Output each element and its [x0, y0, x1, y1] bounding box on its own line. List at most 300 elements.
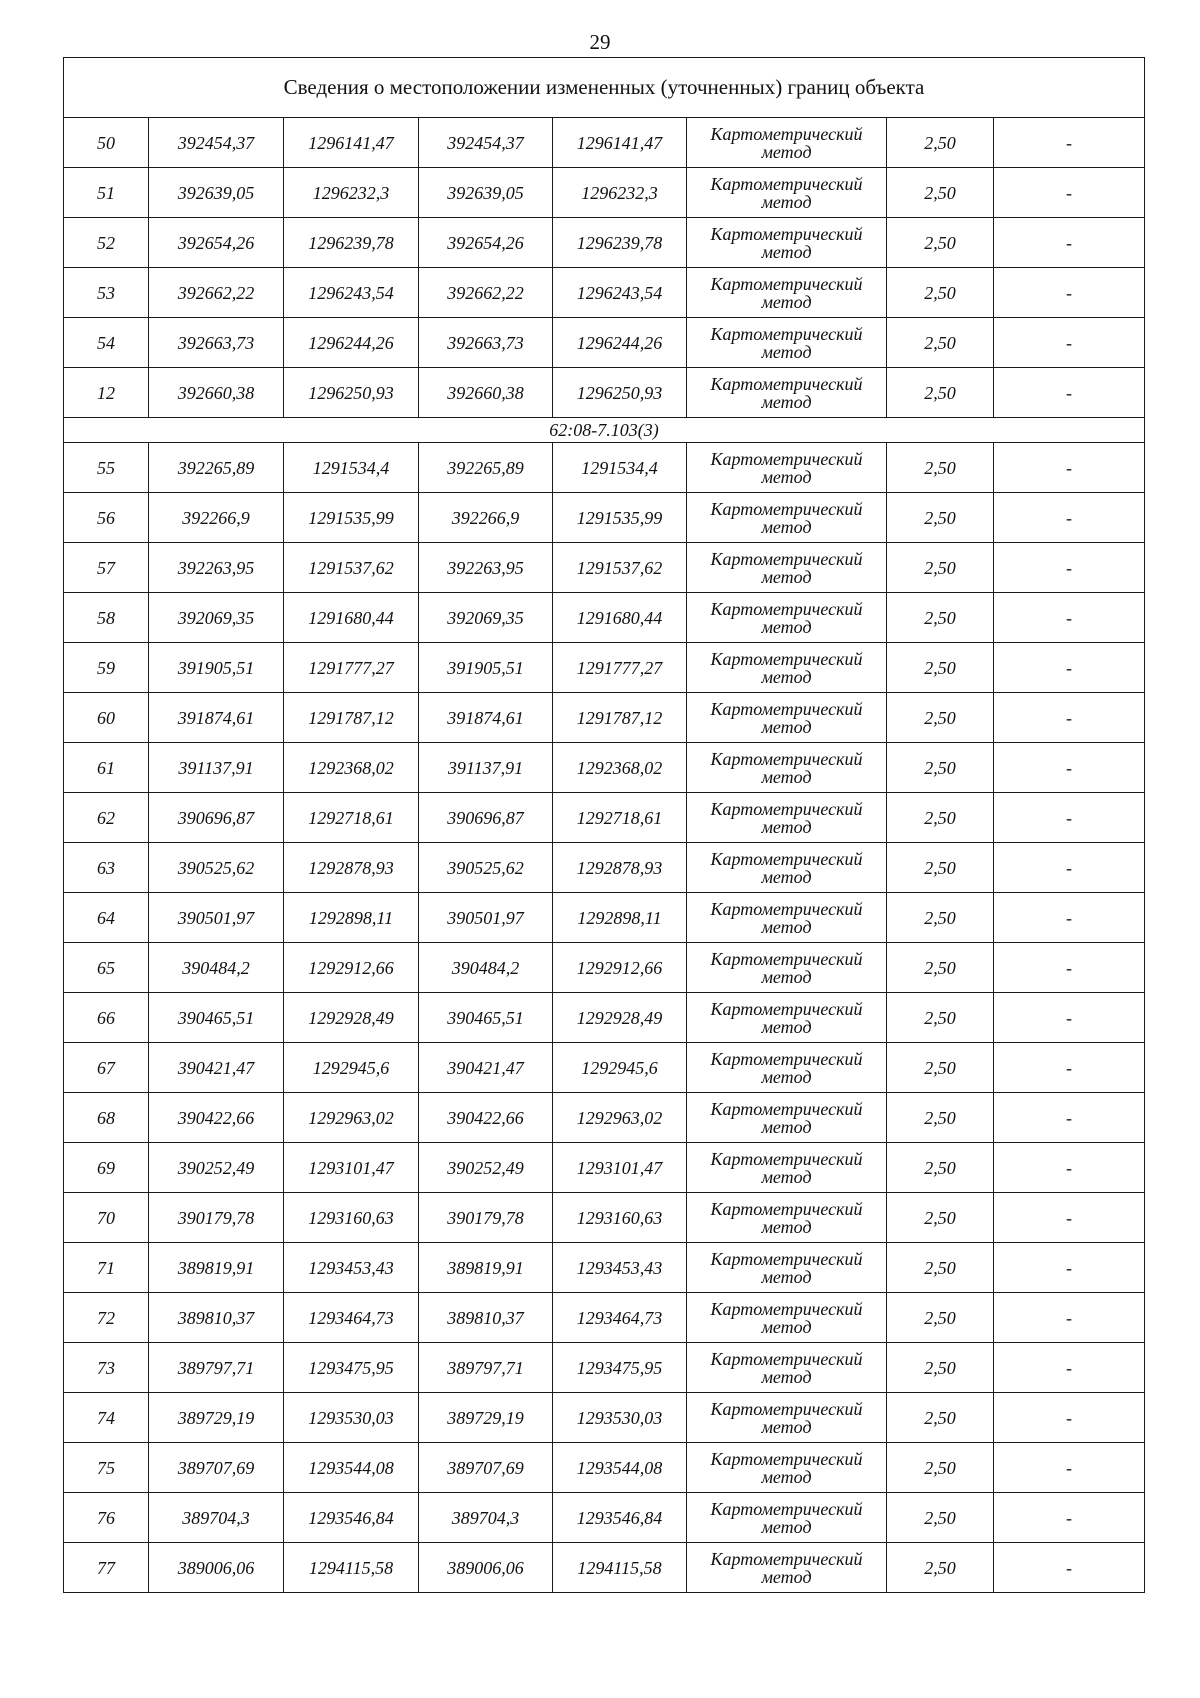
- method-line-1: Картометрический: [710, 1198, 863, 1219]
- precision-cell: 2,50: [887, 1143, 994, 1193]
- description-cell: -: [994, 1443, 1145, 1493]
- table-body: [64, 58, 1145, 1593]
- method-cell: [687, 743, 887, 793]
- method-line-1: Картометрический: [710, 1348, 863, 1369]
- method-line-2: метод: [761, 1266, 812, 1287]
- y-refined-cell: 1291680,44: [553, 593, 687, 643]
- method-cell: [687, 443, 887, 493]
- point-number-cell: 70: [64, 1193, 149, 1243]
- point-number-cell: 75: [64, 1443, 149, 1493]
- method-line-1: Картометрический: [710, 373, 863, 394]
- y-existing-cell: 1293530,03: [284, 1393, 419, 1443]
- x-existing-cell: 390422,66: [149, 1093, 284, 1143]
- method-line-2: метод: [761, 1116, 812, 1137]
- table-row: [64, 1443, 1145, 1493]
- table-row: [64, 118, 1145, 168]
- x-existing-cell: 391137,91: [149, 743, 284, 793]
- method-cell: [687, 368, 887, 418]
- table-title-row: [64, 58, 1145, 118]
- x-refined-cell: 390252,49: [419, 1143, 553, 1193]
- method-line-1: Картометрический: [710, 1498, 863, 1519]
- x-existing-cell: 391874,61: [149, 693, 284, 743]
- y-refined-cell: 1293464,73: [553, 1293, 687, 1343]
- method-line-1: Картометрический: [710, 648, 863, 669]
- precision-cell: 2,50: [887, 743, 994, 793]
- x-existing-cell: 389729,19: [149, 1393, 284, 1443]
- method-cell: [687, 543, 887, 593]
- x-refined-cell: 392639,05: [419, 168, 553, 218]
- method-cell: [687, 1143, 887, 1193]
- precision-cell: 2,50: [887, 843, 994, 893]
- y-refined-cell: 1293453,43: [553, 1243, 687, 1293]
- table-row: [64, 493, 1145, 543]
- x-refined-cell: 392265,89: [419, 443, 553, 493]
- x-existing-cell: 390525,62: [149, 843, 284, 893]
- description-cell: -: [994, 743, 1145, 793]
- table-row: [64, 318, 1145, 368]
- method-cell: [687, 993, 887, 1043]
- precision-cell: 2,50: [887, 993, 994, 1043]
- y-existing-cell: 1296239,78: [284, 218, 419, 268]
- y-refined-cell: 1291787,12: [553, 693, 687, 743]
- x-existing-cell: 391905,51: [149, 643, 284, 693]
- method-cell: [687, 318, 887, 368]
- x-existing-cell: 392639,05: [149, 168, 284, 218]
- point-number-cell: 69: [64, 1143, 149, 1193]
- method-line-1: Картометрический: [710, 998, 863, 1019]
- x-refined-cell: 392660,38: [419, 368, 553, 418]
- x-refined-cell: 392263,95: [419, 543, 553, 593]
- x-existing-cell: 392660,38: [149, 368, 284, 418]
- method-line-1: Картометрический: [710, 598, 863, 619]
- table-row: [64, 943, 1145, 993]
- method-line-1: Картометрический: [710, 448, 863, 469]
- method-line-2: метод: [761, 391, 812, 412]
- method-cell: [687, 643, 887, 693]
- y-refined-cell: 1296232,3: [553, 168, 687, 218]
- y-existing-cell: 1293546,84: [284, 1493, 419, 1543]
- x-refined-cell: 389006,06: [419, 1543, 553, 1593]
- method-line-1: Картометрический: [710, 1548, 863, 1569]
- x-refined-cell: 392663,73: [419, 318, 553, 368]
- table-row: [64, 693, 1145, 743]
- y-existing-cell: 1293160,63: [284, 1193, 419, 1243]
- y-refined-cell: 1293530,03: [553, 1393, 687, 1443]
- y-existing-cell: 1291680,44: [284, 593, 419, 643]
- x-existing-cell: 390465,51: [149, 993, 284, 1043]
- y-existing-cell: 1293101,47: [284, 1143, 419, 1193]
- precision-cell: 2,50: [887, 943, 994, 993]
- method-cell: [687, 843, 887, 893]
- y-existing-cell: 1296243,54: [284, 268, 419, 318]
- boundary-coordinates-table: [63, 57, 1145, 1593]
- precision-cell: 2,50: [887, 793, 994, 843]
- point-number-cell: 59: [64, 643, 149, 693]
- method-line-2: метод: [761, 1216, 812, 1237]
- table-row: [64, 168, 1145, 218]
- method-line-1: Картометрический: [710, 1048, 863, 1069]
- description-cell: -: [994, 543, 1145, 593]
- y-refined-cell: 1293475,95: [553, 1343, 687, 1393]
- y-existing-cell: 1296232,3: [284, 168, 419, 218]
- x-existing-cell: 389704,3: [149, 1493, 284, 1543]
- precision-cell: 2,50: [887, 1393, 994, 1443]
- x-refined-cell: 389704,3: [419, 1493, 553, 1543]
- description-cell: -: [994, 1193, 1145, 1243]
- method-line-2: метод: [761, 1566, 812, 1587]
- method-cell: [687, 1393, 887, 1443]
- point-number-cell: 57: [64, 543, 149, 593]
- precision-cell: 2,50: [887, 1343, 994, 1393]
- table-row: [64, 593, 1145, 643]
- point-number-cell: 52: [64, 218, 149, 268]
- table-row: [64, 368, 1145, 418]
- point-number-cell: 71: [64, 1243, 149, 1293]
- method-line-2: метод: [761, 1516, 812, 1537]
- method-line-2: метод: [761, 716, 812, 737]
- y-existing-cell: 1293544,08: [284, 1443, 419, 1493]
- description-cell: -: [994, 1093, 1145, 1143]
- y-existing-cell: 1292928,49: [284, 993, 419, 1043]
- method-cell: [687, 1043, 887, 1093]
- method-cell: [687, 1543, 887, 1593]
- precision-cell: 2,50: [887, 693, 994, 743]
- precision-cell: 2,50: [887, 168, 994, 218]
- table-row: [64, 1093, 1145, 1143]
- method-line-2: метод: [761, 1166, 812, 1187]
- y-refined-cell: 1292945,6: [553, 1043, 687, 1093]
- point-number-cell: 62: [64, 793, 149, 843]
- precision-cell: 2,50: [887, 443, 994, 493]
- method-line-2: метод: [761, 916, 812, 937]
- method-cell: [687, 168, 887, 218]
- method-cell: [687, 1493, 887, 1543]
- method-line-1: Картометрический: [710, 548, 863, 569]
- method-line-2: метод: [761, 341, 812, 362]
- x-existing-cell: 392263,95: [149, 543, 284, 593]
- method-line-1: Картометрический: [710, 1098, 863, 1119]
- x-refined-cell: 390179,78: [419, 1193, 553, 1243]
- method-line-2: метод: [761, 466, 812, 487]
- point-number-cell: 60: [64, 693, 149, 743]
- method-line-2: метод: [761, 1416, 812, 1437]
- section-header-row: [64, 418, 1145, 443]
- table-row: [64, 1293, 1145, 1343]
- method-cell: [687, 693, 887, 743]
- method-line-1: Картометрический: [710, 1298, 863, 1319]
- description-cell: -: [994, 593, 1145, 643]
- x-existing-cell: 390484,2: [149, 943, 284, 993]
- method-line-1: Картометрический: [710, 748, 863, 769]
- method-line-2: метод: [761, 1466, 812, 1487]
- x-refined-cell: 391137,91: [419, 743, 553, 793]
- description-cell: -: [994, 643, 1145, 693]
- method-cell: [687, 118, 887, 168]
- table-row: [64, 1543, 1145, 1593]
- point-number-cell: 53: [64, 268, 149, 318]
- description-cell: -: [994, 318, 1145, 368]
- method-line-2: метод: [761, 1366, 812, 1387]
- x-existing-cell: 390179,78: [149, 1193, 284, 1243]
- y-existing-cell: 1292368,02: [284, 743, 419, 793]
- description-cell: -: [994, 218, 1145, 268]
- table-row: [64, 643, 1145, 693]
- precision-cell: 2,50: [887, 1493, 994, 1543]
- table-row: [64, 1143, 1145, 1193]
- description-cell: -: [994, 1293, 1145, 1343]
- point-number-cell: 66: [64, 993, 149, 1043]
- x-existing-cell: 389006,06: [149, 1543, 284, 1593]
- table-row: [64, 1393, 1145, 1443]
- method-cell: [687, 268, 887, 318]
- method-line-2: метод: [761, 291, 812, 312]
- point-number-cell: 63: [64, 843, 149, 893]
- table-row: [64, 743, 1145, 793]
- y-refined-cell: 1293544,08: [553, 1443, 687, 1493]
- y-existing-cell: 1292718,61: [284, 793, 419, 843]
- description-cell: -: [994, 793, 1145, 843]
- description-cell: -: [994, 1493, 1145, 1543]
- table-row: [64, 1043, 1145, 1093]
- precision-cell: 2,50: [887, 643, 994, 693]
- method-cell: [687, 493, 887, 543]
- point-number-cell: 64: [64, 893, 149, 943]
- method-line-1: Картометрический: [710, 498, 863, 519]
- method-line-1: Картометрический: [710, 223, 863, 244]
- method-line-1: Картометрический: [710, 173, 863, 194]
- method-line-1: Картометрический: [710, 1148, 863, 1169]
- method-cell: [687, 1443, 887, 1493]
- x-refined-cell: 392654,26: [419, 218, 553, 268]
- x-refined-cell: 392454,37: [419, 118, 553, 168]
- point-number-cell: 67: [64, 1043, 149, 1093]
- y-existing-cell: 1291535,99: [284, 493, 419, 543]
- y-refined-cell: 1296239,78: [553, 218, 687, 268]
- x-existing-cell: 392069,35: [149, 593, 284, 643]
- y-existing-cell: 1292878,93: [284, 843, 419, 893]
- method-line-1: Картометрический: [710, 798, 863, 819]
- precision-cell: 2,50: [887, 543, 994, 593]
- point-number-cell: 72: [64, 1293, 149, 1343]
- x-refined-cell: 389707,69: [419, 1443, 553, 1493]
- method-line-1: Картометрический: [710, 898, 863, 919]
- description-cell: -: [994, 1393, 1145, 1443]
- precision-cell: 2,50: [887, 1043, 994, 1093]
- x-existing-cell: 389797,71: [149, 1343, 284, 1393]
- table-title: Сведения о местоположении измененных (уточненных) границ объекта: [64, 58, 1145, 118]
- y-existing-cell: 1292912,66: [284, 943, 419, 993]
- x-refined-cell: 389810,37: [419, 1293, 553, 1343]
- method-cell: [687, 593, 887, 643]
- method-line-2: метод: [761, 866, 812, 887]
- y-refined-cell: 1292912,66: [553, 943, 687, 993]
- y-existing-cell: 1291537,62: [284, 543, 419, 593]
- x-existing-cell: 390252,49: [149, 1143, 284, 1193]
- x-existing-cell: 392266,9: [149, 493, 284, 543]
- y-existing-cell: 1292945,6: [284, 1043, 419, 1093]
- x-existing-cell: 392265,89: [149, 443, 284, 493]
- method-line-2: метод: [761, 816, 812, 837]
- description-cell: -: [994, 843, 1145, 893]
- x-existing-cell: 392654,26: [149, 218, 284, 268]
- x-refined-cell: 392069,35: [419, 593, 553, 643]
- method-line-1: Картометрический: [710, 1398, 863, 1419]
- method-line-1: Картометрический: [710, 698, 863, 719]
- y-refined-cell: 1296250,93: [553, 368, 687, 418]
- x-refined-cell: 392662,22: [419, 268, 553, 318]
- table-row: [64, 268, 1145, 318]
- x-refined-cell: 390696,87: [419, 793, 553, 843]
- method-cell: [687, 893, 887, 943]
- method-line-2: метод: [761, 666, 812, 687]
- y-refined-cell: 1292878,93: [553, 843, 687, 893]
- point-number-cell: 65: [64, 943, 149, 993]
- method-line-1: Картометрический: [710, 848, 863, 869]
- precision-cell: 2,50: [887, 1243, 994, 1293]
- table-row: [64, 1243, 1145, 1293]
- point-number-cell: 77: [64, 1543, 149, 1593]
- y-refined-cell: 1293101,47: [553, 1143, 687, 1193]
- y-refined-cell: 1292898,11: [553, 893, 687, 943]
- y-existing-cell: 1291534,4: [284, 443, 419, 493]
- precision-cell: 2,50: [887, 593, 994, 643]
- y-refined-cell: 1291537,62: [553, 543, 687, 593]
- method-line-2: метод: [761, 1316, 812, 1337]
- x-refined-cell: 390465,51: [419, 993, 553, 1043]
- x-existing-cell: 392454,37: [149, 118, 284, 168]
- description-cell: -: [994, 1043, 1145, 1093]
- y-existing-cell: 1292898,11: [284, 893, 419, 943]
- point-number-cell: 51: [64, 168, 149, 218]
- page-number: 29: [589, 30, 611, 54]
- point-number-cell: 61: [64, 743, 149, 793]
- x-refined-cell: 391905,51: [419, 643, 553, 693]
- y-refined-cell: 1293160,63: [553, 1193, 687, 1243]
- point-number-cell: 54: [64, 318, 149, 368]
- y-existing-cell: 1291787,12: [284, 693, 419, 743]
- method-line-2: метод: [761, 566, 812, 587]
- method-cell: [687, 1343, 887, 1393]
- table-row: [64, 793, 1145, 843]
- table-row: [64, 1343, 1145, 1393]
- y-refined-cell: 1294115,58: [553, 1543, 687, 1593]
- x-existing-cell: 392662,22: [149, 268, 284, 318]
- point-number-cell: 68: [64, 1093, 149, 1143]
- description-cell: -: [994, 168, 1145, 218]
- x-existing-cell: 389810,37: [149, 1293, 284, 1343]
- precision-cell: 2,50: [887, 1293, 994, 1343]
- description-cell: -: [994, 1143, 1145, 1193]
- precision-cell: 2,50: [887, 1193, 994, 1243]
- y-refined-cell: 1291535,99: [553, 493, 687, 543]
- y-refined-cell: 1296244,26: [553, 318, 687, 368]
- y-existing-cell: 1296250,93: [284, 368, 419, 418]
- y-existing-cell: 1291777,27: [284, 643, 419, 693]
- x-refined-cell: 389729,19: [419, 1393, 553, 1443]
- method-line-2: метод: [761, 241, 812, 262]
- y-existing-cell: 1294115,58: [284, 1543, 419, 1593]
- point-number-cell: 58: [64, 593, 149, 643]
- x-refined-cell: 391874,61: [419, 693, 553, 743]
- point-number-cell: 56: [64, 493, 149, 543]
- y-refined-cell: 1291534,4: [553, 443, 687, 493]
- method-cell: [687, 218, 887, 268]
- y-refined-cell: 1296141,47: [553, 118, 687, 168]
- table-row: [64, 443, 1145, 493]
- x-refined-cell: 390484,2: [419, 943, 553, 993]
- description-cell: -: [994, 1343, 1145, 1393]
- x-existing-cell: 389707,69: [149, 1443, 284, 1493]
- y-existing-cell: 1296244,26: [284, 318, 419, 368]
- y-refined-cell: 1292963,02: [553, 1093, 687, 1143]
- table-row: [64, 543, 1145, 593]
- method-line-2: метод: [761, 1066, 812, 1087]
- x-refined-cell: 392266,9: [419, 493, 553, 543]
- x-existing-cell: 390696,87: [149, 793, 284, 843]
- precision-cell: 2,50: [887, 1093, 994, 1143]
- description-cell: -: [994, 268, 1145, 318]
- table-row: [64, 993, 1145, 1043]
- method-line-2: метод: [761, 141, 812, 162]
- x-existing-cell: 392663,73: [149, 318, 284, 368]
- description-cell: -: [994, 1543, 1145, 1593]
- method-line-2: метод: [761, 191, 812, 212]
- y-refined-cell: 1292368,02: [553, 743, 687, 793]
- table-row: [64, 893, 1145, 943]
- y-existing-cell: 1293453,43: [284, 1243, 419, 1293]
- x-refined-cell: 390421,47: [419, 1043, 553, 1093]
- y-refined-cell: 1292928,49: [553, 993, 687, 1043]
- x-refined-cell: 390501,97: [419, 893, 553, 943]
- point-number-cell: 12: [64, 368, 149, 418]
- method-cell: [687, 943, 887, 993]
- precision-cell: 2,50: [887, 1443, 994, 1493]
- x-refined-cell: 390422,66: [419, 1093, 553, 1143]
- point-number-cell: 73: [64, 1343, 149, 1393]
- y-existing-cell: 1296141,47: [284, 118, 419, 168]
- method-cell: [687, 1293, 887, 1343]
- x-existing-cell: 390501,97: [149, 893, 284, 943]
- precision-cell: 2,50: [887, 893, 994, 943]
- precision-cell: 2,50: [887, 493, 994, 543]
- x-existing-cell: 389819,91: [149, 1243, 284, 1293]
- description-cell: -: [994, 893, 1145, 943]
- precision-cell: 2,50: [887, 318, 994, 368]
- description-cell: -: [994, 443, 1145, 493]
- method-line-2: метод: [761, 616, 812, 637]
- method-line-1: Картометрический: [710, 123, 863, 144]
- y-existing-cell: 1292963,02: [284, 1093, 419, 1143]
- y-refined-cell: 1296243,54: [553, 268, 687, 318]
- method-cell: [687, 793, 887, 843]
- section-label: 62:08-7.103(3): [64, 418, 1145, 443]
- method-line-2: метод: [761, 766, 812, 787]
- x-refined-cell: 390525,62: [419, 843, 553, 893]
- description-cell: -: [994, 368, 1145, 418]
- precision-cell: 2,50: [887, 118, 994, 168]
- table-row: [64, 1193, 1145, 1243]
- table-row: [64, 218, 1145, 268]
- precision-cell: 2,50: [887, 368, 994, 418]
- method-line-2: метод: [761, 516, 812, 537]
- y-existing-cell: 1293464,73: [284, 1293, 419, 1343]
- method-line-1: Картометрический: [710, 273, 863, 294]
- description-cell: -: [994, 493, 1145, 543]
- point-number-cell: 76: [64, 1493, 149, 1543]
- precision-cell: 2,50: [887, 218, 994, 268]
- description-cell: -: [994, 118, 1145, 168]
- precision-cell: 2,50: [887, 1543, 994, 1593]
